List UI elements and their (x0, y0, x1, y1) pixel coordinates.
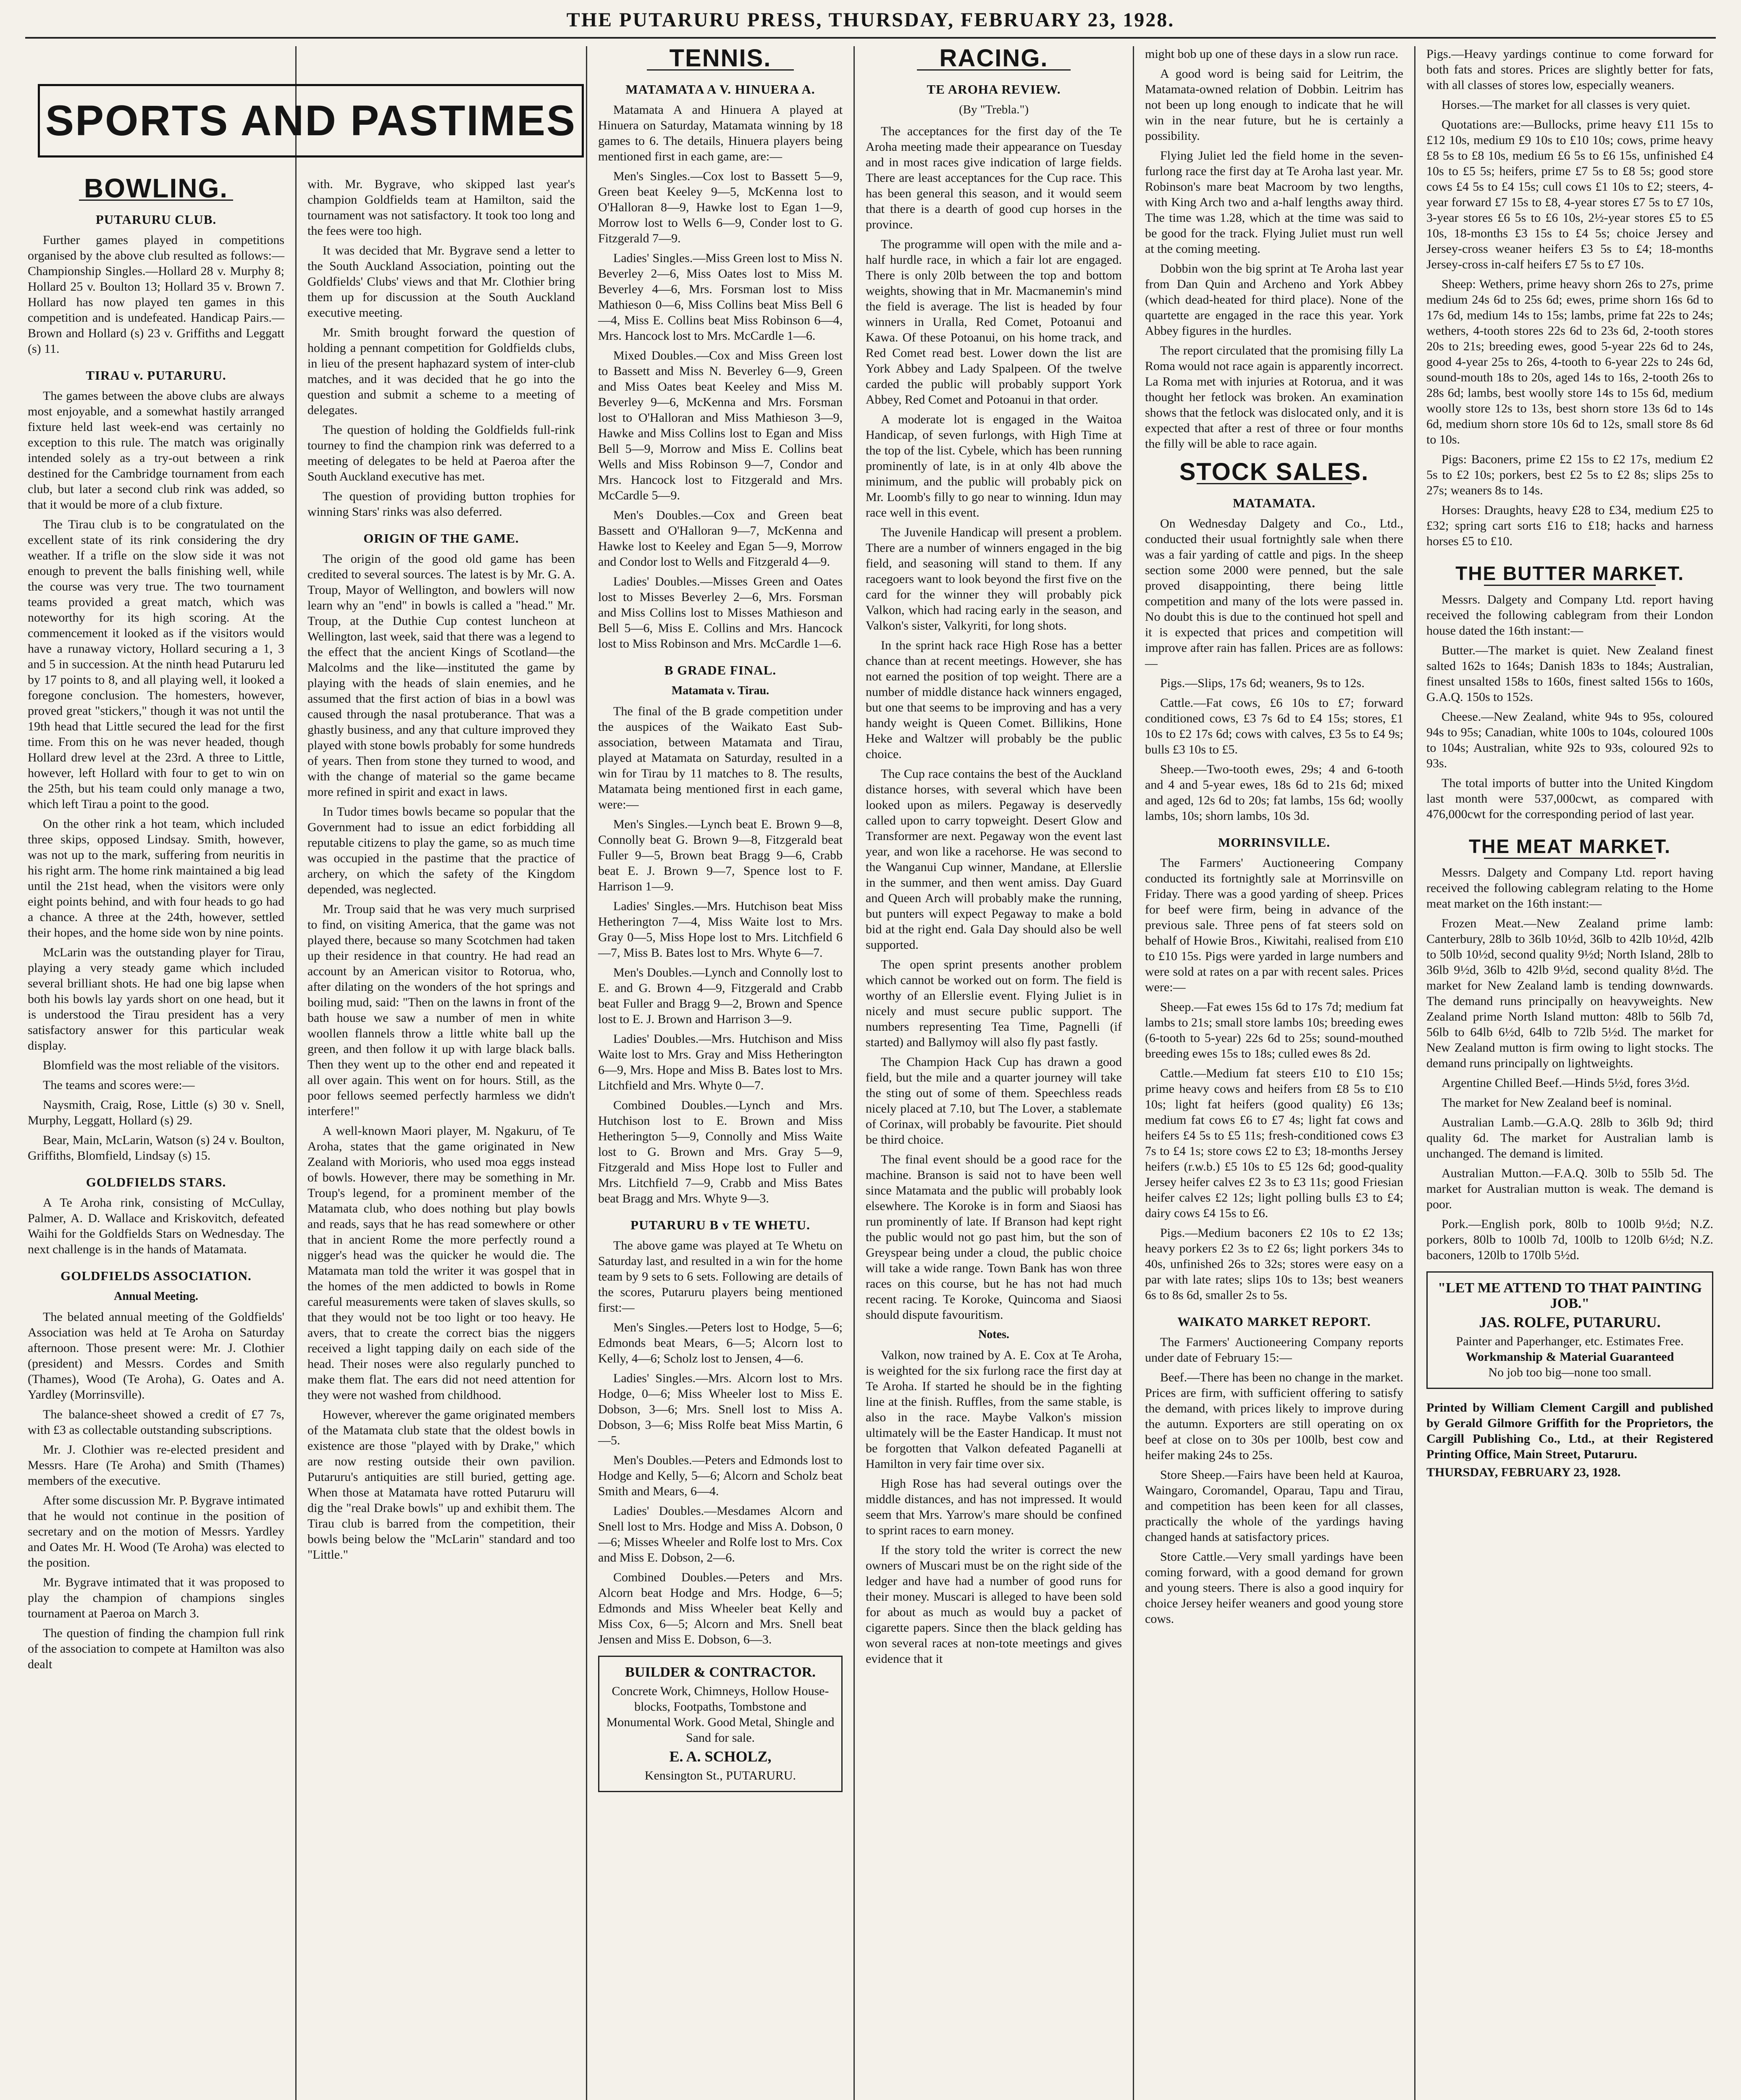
article-paragraph: In Tudor times bowls became so popular that the Government had to issue an edict forbidding all reputable citizens to play the game, so as much time was occupied in the pastime that the practice of archery, on which the safety of the Kingdom depended, was neglected. (307, 805, 575, 896)
advert-name: JAS. ROLFE, PUTARURU. (1479, 1314, 1661, 1331)
article-paragraph: Mr. Troup said that he was very much surprised to find, on visiting America, that the game was not played there, because so many Scotchmen had taken up their residence in that country. He had read an account by an American visitor to Rotorua, who, after dilating on the wonders of the hot springs and boiling mud, said: "Then on the lawns in front of the bath house we saw a number of men in white woollen flannels throw a little white ball up the green, and then follow it up with large black balls. Then they went up to the other end and repeated it all over again. This went on for hours. Still, as the poor fellows seemed perfectly harmless we didn't interfere!" (307, 902, 575, 1118)
article-paragraph: The balance-sheet showed a credit of £7 7s, with £3 as collectable outstanding subscriptions. (28, 1407, 284, 1437)
te-whetu-heading: PUTARURU B v TE WHETU. (630, 1218, 810, 1232)
article-paragraph: Pigs.—Slips, 17s 6d; weaners, 9s to 12s. (1160, 676, 1365, 690)
article-paragraph: Mixed Doubles.—Cox and Miss Green lost to Bassett and Miss N. Beverley 6—9, Green and Miss Oates beat Keeley and Miss M. Beverley 9—6, McKenna and Mrs. Forsman lost to O'Halloran and Miss Mathieson 3—9, Hawke and Miss Collins lost to Egan and Miss Bell 5—9, Morrow and Miss E. Collins beat Wells and Miss Robinson 9—7, Condor and Mrs. Hancock lost to Fitzgerald and Mrs. McCardle 5—9. (598, 349, 843, 502)
article-paragraph: Ladies' Singles.—Miss Green lost to Miss N. Beverley 2—6, Miss Oates lost to Miss M. Beverley 4—6, Mrs. Forsman lost to Miss Mathieson 0—6, Miss Collins beat Miss Bell 6—4, Miss E. Collins beat Miss Robinson 6—4, Mrs. Hancock lost to Mrs. McCardle 1—6. (598, 251, 843, 343)
article-paragraph: The final of the B grade competition under the auspices of the Waikato East Sub-association, between Matamata and Tirau, played at Matamata on Saturday, resulted in a win for Tirau by 11 matches to 8. The results, Matamata being mentioned first in each game, were:— (598, 704, 843, 811)
bowling-heading: BOWLING. (84, 176, 228, 203)
article-paragraph: Messrs. Dalgety and Company Ltd. report having received the following cablegram relating to the Home meat market on the 16th instant:— (1426, 866, 1713, 911)
article-paragraph: A Te Aroha rink, consisting of McCullay, Palmer, A. D. Wallace and Kriskovitch, defeated Waihi for the Goldfields Stars on Wednesday. The next challenge is in the hands of Matamata. (28, 1196, 284, 1256)
painter-advert (1426, 1271, 1713, 1389)
article-paragraph: However, wherever the game originated members of the Matamata club state that the oldest bowls in existence are those "played with by Drake," which are now resting outside their own pavilion. Putaruru's antiquities are still buried, getting age. When those at Matamata have rotted Putaruru will dig the "real Drake bowls" up and exhibit them. The Tirau club is barred from the competition, their bowls being below the "McLarin" standard and too "Little." (307, 1408, 575, 1562)
divider (1484, 858, 1656, 859)
article-paragraph: The Cup race contains the best of the Auckland distance horses, with several which have been looked upon as milers. Pegaway is deservedly called upon to carry topweight. Desert Glow and Transformer are next. Pegaway won the event last year, and won like a racehorse. He was second to the Wanganui Cup winner, Mandane, at Ellerslie in the summer, and then went amiss. Day Guard and Queen Arch will probably make the running, but punters will expect Pegaway to make a bold bid at the right end. Gala Day should also be well supported. (866, 767, 1122, 952)
article-paragraph: The acceptances for the first day of the Te Aroha meeting made their appearance on Tuesday and in most races give indication of large fields. There are least acceptances for the Cup race. This has been general this season, and it would seem that there is a dearth of good cup horses in the province. (866, 124, 1122, 231)
sports-masthead: SPORTS AND PASTIMES (38, 84, 584, 158)
annual-meeting-subheading: Annual Meeting. (114, 1290, 198, 1303)
article-paragraph: Ladies' Doubles.—Mesdames Alcorn and Snell lost to Mrs. Hodge and Miss A. Dobson, 0—6; Misses Wheeler and Rolfe lost to Mrs. Cox and Miss E. Dobson, 2—6. (598, 1504, 843, 1564)
article-paragraph: Mr. Smith brought forward the question of holding a pennant competition for Goldfields clubs, in lieu of the present haphazard system of inter-club matches, and it was decided that he go into the question and submit a scheme to a meeting of delegates. (307, 326, 575, 417)
advert-title: BUILDER & CONTRACTOR. (625, 1664, 816, 1680)
article-paragraph: Blomfield was the most reliable of the visitors. (43, 1058, 280, 1072)
article-paragraph: The question of finding the champion full rink of the association to compete at Hamilton was also dealt (28, 1626, 284, 1671)
article-paragraph: Combined Doubles.—Peters and Mrs. Alcorn beat Hodge and Mrs. Hodge, 6—5; Edmonds and Miss Wheeler beat Kelly and Miss Cox, 6—5; Alcorn and Mrs. Snell beat Jensen and Miss E. Dobson, 6—3. (598, 1570, 843, 1646)
article-paragraph: Dobbin won the big sprint at Te Aroha last year from Dan Quin and Archeno and York Abbey (which dead-heated for third place). None of the quartette are engaged in the race this year. York Abbey figures in the hurdles. (1145, 262, 1403, 338)
tirau-heading: TIRAU v. PUTARURU. (86, 368, 226, 383)
advert-line: Workmanship & Material Guaranteed (1465, 1350, 1674, 1364)
article-paragraph: Australian Mutton.—F.A.Q. 30lb to 55lb 5d. The market for Australian mutton is weak. The demand is poor. (1426, 1166, 1713, 1211)
article-paragraph: Ladies' Singles.—Mrs. Hutchison beat Miss Hetherington 7—4, Miss Waite lost to Mrs. Gray 0—5, Miss Hope lost to Mrs. Litchfield 6—7, Miss B. Bates lost to Mrs. Whyte 6—7. (598, 899, 843, 960)
b-grade-heading: B GRADE FINAL. (664, 663, 777, 677)
waikato-heading: WAIKATO MARKET REPORT. (1177, 1314, 1371, 1329)
racing-heading: RACING. (939, 46, 1048, 72)
column-5 (1134, 46, 1414, 2100)
article-paragraph: On Wednesday Dalgety and Co., Ltd., conducted their usual fortnightly sale when there was a fair yarding of cattle and pigs. In the sheep section some 2000 were penned, but the sale proved disappointing, there being little competition and many of the lots were passed in. No doubt this is due to the continued hot spell and it is expected that prices and competition will improve after rain has fallen. Prices are as follows:— (1145, 517, 1403, 670)
article-paragraph: Mr. Bygrave intimated that it was proposed to play the champion of champions singles tournament at Paeroa on March 3. (28, 1575, 284, 1620)
article-paragraph: The Tirau club is to be congratulated on the excellent state of its rink considering the dry weather. If a trifle on the slow side it was not enough to prevent the balls finishing well, while the course was very true. The two tournament teams provided a great match, which was noteworthy for its high scoring. At the commencement it looked as if the visitors would have a runaway victory, Hollard securing a 1, 3 and 5 in succession. At the ninth head Putaruru led by 17 points to 8, and all playing well, it looked a foregone conclusion. The homesters, however, proved great "stickers," though it was not until the 19th head that Little secured the lead for the first time. From this on he was never headed, though Hollard drew level at the 23rd. A three to Little, however, left Hollard with four to get to win on the 25th, but his team could only manage a two, which left Tirau a point to the good. (28, 517, 284, 811)
article-paragraph: Frozen Meat.—New Zealand prime lamb: Canterbury, 28lb to 36lb 10½d, 36lb to 42lb 10½d, 42lb to 50lb 10½d, second quality 9½d; North Island, 28lb to 36lb 9½d, 36lb to 42lb 9½d, second quality 8½d. The market for New Zealand lamb is tending downwards. The demand runs principally on heavyweights. New Zealand prime North Island mutton: 48lb to 56lb 7d, 56lb to 64lb 6½d, 64lb to 72lb 5½d. The market for New Zealand mutton is firm owing to light stocks. The demand runs principally on lightweights. (1426, 916, 1713, 1070)
match-heading: MATAMATA A V. HINUERA A. (625, 82, 815, 97)
advert-name: E. A. SCHOLZ, (669, 1748, 772, 1765)
column-1 (17, 176, 295, 2100)
article-paragraph: High Rose has had several outings over the middle distances, and has not impressed. It would seem that Mrs. Yarrow's mare should be confined to sprint races to earn money. (866, 1477, 1122, 1537)
article-paragraph: Store Cattle.—Very small yardings have been coming forward, with a good demand for grown and young steers. There is also a good inquiry for choice Jersey heifer weaners and good young store cows. (1145, 1550, 1403, 1626)
article-paragraph: Cattle.—Fat cows, £6 10s to £7; forward conditioned cows, £3 7s 6d to £4 15s; stores, £1 10s to £2 17s 6d; cows with calves, £3 5s to £4 9s; bulls £3 10s to £5. (1145, 696, 1403, 756)
notes-heading: Notes. (978, 1328, 1009, 1341)
article-paragraph: Australian Lamb.—G.A.Q. 28lb to 36lb 9d; third quality 6d. The market for Australian lamb is unchanged. The demand is limited. (1426, 1116, 1713, 1160)
article-paragraph: Sheep: Wethers, prime heavy shorn 26s to 27s, prime medium 24s 6d to 25s 6d; ewes, prime shorn 16s 6d to 17s 6d, medium 14s to 15s; lambs, prime fat 22s to 24s; wethers, 4-tooth stores 22s 6d to 23s 6d, 2-tooth stores 20s to 21s; breeding ewes, good 5-year 22s 6d to 24s, good 4-year 25s to 26s, 4-tooth to 6-year 22s to 24s 6d, sound-mouth 18s to 20s, aged 14s to 16s, 2-tooth 26s to 28s 6d; lambs, best woolly store 14s to 15s 6d, medium woolly store 12s to 13s, best shorn store 13s 6d to 14s 6d, medium shorn store 10s 6d to 12s, small store 8s 6d to 10s. (1426, 277, 1713, 446)
article-paragraph: The market for New Zealand beef is nominal. (1442, 1096, 1672, 1110)
article-paragraph: If the story told the writer is correct the new owners of Muscari must be on the right side of the ledger and have had a number of good runs for their money. Muscari is alleged to have been sold for about as much as would buy a packet of cigarette papers. Since then the black gelding has won several races at non-tote meetings and gives evidence that it (866, 1543, 1122, 1666)
article-paragraph: Combined Doubles.—Lynch and Mrs. Hutchison lost to E. Brown and Miss Hetherington 5—9, Connolly and Miss Waite lost to G. Brown and Mrs. Gray 5—9, Fitzgerald and Miss Hope lost to Fuller and Mrs. Litchfield 7—9, Crabb and Miss Bates beat Bragg and Mrs. Whyte 9—3. (598, 1098, 843, 1205)
meat-market-heading: THE MEAT MARKET. (1469, 835, 1671, 857)
article-paragraph: Valkon, now trained by A. E. Cox at Te Aroha, is weighted for the six furlong race the first day at Te Aroha. If started he should be in the fighting line at the finish. Ruffles, from the same stable, is also in the race. Maybe Valkon's mission ultimately will be the Easter Handicap. It must not be forgotten that Valkon defeated Paganelli at Hamilton in very fair time over six. (866, 1348, 1122, 1471)
article-paragraph: Butter.—The market is quiet. New Zealand finest salted 162s to 164s; Danish 183s to 184s; Australian, finest unsalted 158s to 160s, finest salted 156s to 160s, G.A.Q. 150s to 152s. (1426, 643, 1713, 704)
article-paragraph: The programme will open with the mile and a-half hurdle race, in which a fair lot are engaged. There is only 20lb between the top and bottom weights, showing that in Mr. Macmanemin's mind the field is average. The list is headed by four winners in Uralla, Red Comet, Potoanui and Kawa. Of these Potoanui, on his home track, and Red Comet read best. Lower down the list are York Abbey and Lady Spalpeen. Of the twelve carded the public will probably support York Abbey, Red Comet and Potoanui in that order. (866, 237, 1122, 407)
review-heading: TE AROHA REVIEW. (927, 82, 1061, 97)
column-6 (1415, 46, 1724, 2100)
article-paragraph: On the other rink a hot team, which included three skips, opposed Lindsay. Smith, however, was not up to the mark, suffering from neuritis in his right arm. The home rink maintained a big lead until the 21st head, when the visitors were only eight points behind, and with four heads to go had a chance. A three at the 24th, however, settled their hopes, and the home side won by nine points. (28, 817, 284, 940)
article-paragraph: Horses.—The market for all classes is very quiet. (1442, 98, 1691, 112)
goldfields-association-heading: GOLDFIELDS ASSOCIATION. (60, 1268, 252, 1283)
column-2 (297, 176, 586, 2100)
article-paragraph: Cattle.—Medium fat steers £10 to £10 15s; prime heavy cows and heifers from £8 5s to £10 10s; light fat heifers (good quality) £6 13s; medium fat cows £6 to £7 4s; light fat cows and heifers £4 5s to £5 11s; fresh-conditioned cows £3 7s to £4 1s; store cows £2 to £3; 18-months Jersey heifers (r.w.b.) £5 10s to £5 12s 6d; good-quality Jersey heifer calves £2 3s to £3 11s; good Friesian heifer calves £2 12s; light polling bulls £3 to £4; dairy cows £4 15s to £6. (1145, 1066, 1403, 1220)
article-paragraph: The report circulated that the promising filly La Roma would not race again is apparently incorrect. La Roma met with injuries at Rotorua, and it was thought her fetlock was broken. An examination shows that the fetlock was dislocated only, and it is expected that after a rest of three or four months the filly will be able to race again. (1145, 344, 1403, 451)
article-paragraph: Men's Doubles.—Lynch and Connolly lost to E. and G. Brown 4—9, Fitzgerald and Crabb beat Fuller and Bragg 9—2, Brown and Spence lost to E. J. Brown and Harrison 3—9. (598, 966, 843, 1026)
article-paragraph: with. Mr. Bygrave, who skipped last year's champion Goldfields team at Hamilton, said the tournament was not satisfactory. It took too long and the fees were too high. (307, 177, 575, 238)
article-paragraph: Matamata A and Hinuera A played at Hinuera on Saturday, Matamata winning by 18 games to 6. The details, Hinuera players being mentioned first in each game, are:— (598, 103, 843, 163)
article-paragraph: Pigs.—Heavy yardings continue to come forward for both fats and stores. Prices are slightly better for fats, with all classes of stores low, especially weaners. (1426, 47, 1713, 92)
article-paragraph: The belated annual meeting of the Goldfields' Association was held at Te Aroha on Saturday afternoon. Those present were: Mr. J. Clothier (president) and Messrs. Cordes and Smith (Thames), Wood (Te Aroha), G. Oates and A. Yardley (Morrinsville). (28, 1310, 284, 1402)
running-head: THE PUTARURU PRESS, THURSDAY, FEBRUARY 23, 1928. (25, 3, 1716, 39)
article-paragraph: Cheese.—New Zealand, white 94s to 95s, coloured 94s to 95s; Canadian, white 100s to 104s, coloured 100s to 104s; Australian, white 92s to 93s, coloured 92s to 93s. (1426, 710, 1713, 770)
dateline: THURSDAY, FEBRUARY 23, 1928. (1426, 1465, 1621, 1479)
article-paragraph: Ladies' Singles.—Mrs. Alcorn lost to Mrs. Hodge, 0—6; Miss Wheeler lost to Miss E. Dobson, 3—6; Mrs. Snell lost to Miss A. Dobson, 3—6; Miss Rolfe beat Miss Martin, 6—5. (598, 1371, 843, 1447)
article-paragraph: A good word is being said for Leitrim, the Matamata-owned relation of Dobbin. Leitrim has not been up long enough to indicate that he will win in the near future, but he is certainly a possibility. (1145, 67, 1403, 143)
origin-heading: ORIGIN OF THE GAME. (363, 531, 519, 546)
article-paragraph: The final event should be a good race for the machine. Branson is said not to have been well since Matamata and the public will probably look elsewhere. The Koroke is in form and Siaosi has run prominently of late. If Branson had kept right the public would not go past him, but the son of Greyspear being under a cloud, the public choice will take a wide range. Town Bank has won three races on this course, but he has not had much recent racing. Te Koroke, Quincoma and Siaosi should dispute favouritism. (866, 1152, 1122, 1322)
column-4 (855, 46, 1133, 2100)
divider (1484, 585, 1656, 586)
printer-imprint: Printed by William Clement Cargill and published by Gerald Gilmore Griffith for the Proprietors, the Cargill Publishing Co., Ltd., at their Registered Printing Office, Main Street, Putaruru. (1426, 1401, 1713, 1461)
article-paragraph: After some discussion Mr. P. Bygrave intimated that he would not continue in the position of secretary and on the motion of Messrs. Yardley and Oates Mr. H. Wood (Te Aroha) was elected to the position. (28, 1494, 284, 1570)
article-paragraph: The above game was played at Te Whetu on Saturday last, and resulted in a win for the home team by 9 sets to 6 sets. Following are details of the scores, Putaruru players being mentioned first:— (598, 1239, 843, 1315)
article-paragraph: Sheep.—Two-tooth ewes, 29s; 4 and 6-tooth and 4 and 5-year ewes, 18s 6d to 21s 6d; mixed and aged, 12s 6d to 20s; fat lambs, 15s 6d; woolly lambs, 10s; shorn lambs, 10s 3d. (1145, 762, 1403, 823)
article-paragraph: might bob up one of these days in a slow run race. (1145, 47, 1399, 61)
article-paragraph: Bear, Main, McLarin, Watson (s) 24 v. Boulton, Griffiths, Blomfield, Lindsay (s) 15. (28, 1133, 284, 1163)
advert-address: Kensington St., PUTARURU. (644, 1769, 796, 1782)
article-paragraph: Men's Singles.—Cox lost to Bassett 5—9, Green beat Keeley 9—5, McKenna lost to O'Halloran 8—9, Hawke lost to Egan 1—9, Morrow lost to Wells 6—9, Conder lost to G. Fitzgerald 7—9. (598, 169, 843, 245)
article-paragraph: Pork.—English pork, 80lb to 100lb 9½d; N.Z. porkers, 80lb to 100lb 7d, 100lb to 120lb 6½d; N.Z. baconers, 120lb to 170lb 5½d. (1426, 1217, 1713, 1262)
article-paragraph: Naysmith, Craig, Rose, Little (s) 30 v. Snell, Murphy, Leggatt, Hollard (s) 29. (28, 1098, 284, 1127)
article-paragraph: Pigs: Baconers, prime £2 15s to £2 17s, medium £2 5s to £2 10s; porkers, best £2 5s to £2 8s; slips 25s to 27s; weaners 8s to 14s. (1426, 452, 1713, 497)
article-paragraph: The games between the above clubs are always most enjoyable, and a somewhat hastily arranged fixture held last week-end was certainly no exception to this rule. The match was originally intended solely as a try-out between a rink destined for the Cambridge tournament from each club, but later a second club rink was added, so that it would be more of a club fixture. (28, 389, 284, 512)
article-paragraph: Quotations are:—Bullocks, prime heavy £11 15s to £12 10s, medium £9 10s to £10 10s; cows, prime heavy £8 5s to £8 10s, medium £6 5s to £6 15s, unfinished £4 10s to £5 5s; heifers, prime £7 5s to £8 5s; good store cows £4 5s to £4 15s; cull cows £1 10s to £2; steers, 4-year forward £7 15s to £8, 4-year stores £7 5s to £7 10s, 3-year stores £6 5s to £6 10s, 2½-year stores £5 to £5 10s, 18-months £3 15s to £4 5s; choice Jersey and Jersey-cross weaner heifers £3 5s to £4; 18-months Jersey-cross in-calf heifers £7 5s to £7 10s. (1426, 118, 1713, 271)
advert-title: "LET ME ATTEND TO THAT PAINTING JOB." (1438, 1280, 1702, 1311)
article-paragraph: In the sprint hack race High Rose has a better chance than at recent meetings. However, she has not earned the position of top weight. There are a number of middle distance hack winners engaged, but one that seems to be improving and has a very handy weight is Queen Comet. Billikins, Hone Heke and Waltzer will probably be the public choice. (866, 638, 1122, 761)
article-paragraph: Men's Doubles.—Cox and Green beat Bassett and O'Halloran 9—7, McKenna and Hawke lost to Keeley and Egan 5—9, Morrow and Condor lost to Wells and Fitzgerald 4—9. (598, 508, 843, 569)
article-paragraph: Men's Doubles.—Peters and Edmonds lost to Hodge and Kelly, 5—6; Alcorn and Scholz beat Smith and Mears, 6—4. (598, 1453, 843, 1498)
builder-advert (598, 1656, 843, 1792)
putaruru-club-heading: PUTARURU CLUB. (95, 212, 217, 227)
article-paragraph: Sheep.—Fat ewes 15s 6d to 17s 7d; medium fat lambs to 21s; small store lambs 10s; breeding ewes (6-tooth to 5-year) 22s 6d to 25s; sound-mouthed breeding ewes 15s to 18s; culled ewes 8s 2d. (1145, 1000, 1403, 1060)
article-paragraph: A well-known Maori player, M. Ngakuru, of Te Aroha, states that the game originated in New Zealand with Morioris, who used moa eggs instead of bowls. However, there may be something in Mr. Troup's legend, for a prominent member of the Matamata club, who does nothing but play bowls and reads, says that he has read somewhere or other that in ancient Rome the more perfectly round a nigger's head was the quicker he would die. The Matamata man told the writer it was gospel that in the homes of the men addicted to bowls in Rome careful measurements were taken of slaves skulls, so that they would not be too light or too heavy. He avers, that to create the correct bias the niggers received a light tapping daily on each side of the head. Their noses were also regularly punched to make them flat. The ears did not need attention for they were not washed from childhood. (307, 1124, 575, 1402)
article-paragraph: Men's Singles.—Lynch beat E. Brown 9—8, Connolly beat G. Brown 9—8, Fitzgerald beat Fuller 9—5, Brown beat Bragg 9—6, Crabb beat E. J. Brown 9—7, Spence lost to F. Harrison 1—9. (598, 817, 843, 893)
advert-line: No job too big—none too small. (1488, 1365, 1652, 1379)
stock-sales-heading: STOCK SALES. (1179, 458, 1369, 486)
article-paragraph: McLarin was the outstanding player for Tirau, playing a very steady game which included several brilliant shots. He had one big lapse when both his bowls lay yards short on one head, but it is understood the Tirau president has a very satisfactory answer for this particular weak display. (28, 945, 284, 1053)
article-paragraph: A moderate lot is engaged in the Waitoa Handicap, of seven furlongs, with High Time at the top of the list. Cybele, which has been running prominently of late, is in at only 4lb above the minimum, and the public will probably pick on Mr. Loomb's filly to go near to winning. Idun may race well in this event. (866, 412, 1122, 520)
tennis-heading: TENNIS. (669, 46, 772, 72)
b-grade-subheading: Matamata v. Tirau. (671, 684, 769, 697)
article-paragraph: The total imports of butter into the United Kingdom last month were 537,000cwt, as compared with 476,000cwt for the corresponding period of last year. (1426, 776, 1713, 821)
byline: (By "Trebla.") (959, 103, 1029, 116)
article-paragraph: Beef.—There has been no change in the market. Prices are firm, with sufficient offering to satisfy the demand, with prices likely to improve during the autumn. Exporters are still operating on ox beef at close on to 30s per 100lb, best cow and heifer making 24s to 25s. (1145, 1370, 1403, 1462)
goldfields-stars-heading: GOLDFIELDS STARS. (86, 1175, 226, 1189)
article-paragraph: Flying Juliet led the field home in the seven-furlong race the first day at Te Aroha last year. Mr. Robinson's mare beat Macroom by two lengths, with King Arch two and a-half lengths away third. The time was 1.28, which at the time was said to be good for the track. Flying Juliet must run well at the coming meeting. (1145, 149, 1403, 256)
article-paragraph: The Farmers' Auctioneering Company reports under date of February 15:— (1145, 1335, 1403, 1365)
advert-body: Concrete Work, Chimneys, Hollow House-blocks, Footpaths, Tombstone and Monumental Work. Good Metal, Shingle and Sand for sale. (606, 1684, 835, 1745)
article-paragraph: Messrs. Dalgety and Company Ltd. report having received the following cablegram from their London house dated the 16th instant:— (1426, 593, 1713, 638)
article-paragraph: The Juvenile Handicap will present a problem. There are a number of winners engaged in the big field, and seasoning will stand to them. If any racegoers want to look beyond the first five on the card for the winner they will probably pick Valkon, which had racing early in the season, and Valkon's sister, Valkyriti, for long shots. (866, 525, 1122, 633)
article-paragraph: The origin of the good old game has been credited to several sources. The latest is by Mr. G. A. Troup, Mayor of Wellington, and bowlers will now learn why an "end" in bowls is called a "head." Mr. Troup, at the Duthie Cup contest luncheon at Wellington, last week, said that there was a legend to the effect that the ancient Kings of Scotland—the Malcolms and the like—instituted the game by playing with the heads of slain enemies, and he assumed that the first action of bias in a bowl was caused through the nasal protuberance. That was a ghastly business, and any that culture improved they played with stone bowls probably for some hundreds of years. Then from stone they turned to wood, and with the change of material so the game became more refined in spirit and exact in laws. (307, 552, 575, 799)
article-paragraph: Horses: Draughts, heavy £28 to £34, medium £25 to £32; spring cart sorts £16 to £18; hacks and harness horses £5 to £10. (1426, 503, 1713, 548)
article-paragraph: The question of providing button trophies for winning Stars' rinks was also deferred. (307, 489, 575, 519)
article-paragraph: Ladies' Doubles.—Misses Green and Oates lost to Misses Beverley 2—6, Mrs. Forsman and Miss Collins lost to Misses Mathieson and Bell 5—6, Miss E. Collins and Mrs. Hancock lost to Miss Robinson and Mrs. McCardle 1—6. (598, 575, 843, 651)
article-paragraph: Pigs.—Medium baconers £2 10s to £2 13s; heavy porkers £2 3s to £2 6s; light porkers 34s to 40s, unfinished 26s to 32s; stores were easy on a par with late rates; slips 10s to 13s; best weaners 6s to 8s 6d, smaller 2s to 5s. (1145, 1226, 1403, 1302)
article-paragraph: Further games played in competitions organised by the above club resulted as follows:—Championship Singles.—Hollard 28 v. Murphy 8; Hollard 25 v. Boulton 13; Hollard 35 v. Brown 7. Hollard has now played ten games in this competition and is undefeated. Handicap Pairs.—Brown and Hollard (s) 23 v. Griffiths and Leggatt (s) 11. (28, 233, 284, 356)
butter-market-heading: THE BUTTER MARKET. (1455, 562, 1684, 584)
article-paragraph: Argentine Chilled Beef.—Hinds 5½d, fores 3½d. (1442, 1076, 1690, 1090)
article-paragraph: The Champion Hack Cup has drawn a good field, but the mile and a quarter journey will take the sting out of some of them. Speechless reads nicely placed at 7.10, but The Lover, a stablemate of Corinax, will probably be favourite. Piet should be third choice. (866, 1055, 1122, 1147)
advert-line: Painter and Paperhanger, etc. Estimates Free. (1456, 1334, 1684, 1348)
article-paragraph: The open sprint presents another problem which cannot be worked out on form. The field is worthy of an Ellerslie event. Flying Juliet is in nicely and must secure public support. The numbers representing Tea Time, Pagnelli (if started) and Ballymoy will also fly past fastly. (866, 958, 1122, 1049)
matamata-heading: MATAMATA. (1233, 496, 1316, 510)
article-paragraph: The teams and scores were:— (43, 1078, 195, 1092)
article-paragraph: Men's Singles.—Peters lost to Hodge, 5—6; Edmonds beat Mears, 6—5; Alcorn lost to Kelly, 4—6; Scholz lost to Jensen, 4—6. (598, 1320, 843, 1365)
article-paragraph: It was decided that Mr. Bygrave send a letter to the South Auckland Association, pointing out the Goldfields' Clubs' views and that Mr. Clothier bring them up for discussion at the South Auckland executive meeting. (307, 244, 575, 320)
article-paragraph: Store Sheep.—Fairs have been held at Kauroa, Waingaro, Coromandel, Oparau, Tapu and Tirau, and competition has been keen for all classes, practically the whole of the yardings having changed hands at satisfactory prices. (1145, 1468, 1403, 1544)
article-paragraph: The Farmers' Auctioneering Company conducted its fortnightly sale at Morrinsville on Friday. There was a good yarding of sheep. Prices for beef were firm, being in advance of the previous sale. Three pens of fat steers sold on behalf of Howie Bros., Kiwitahi, realised from £10 to £10 15s. Pigs were yarded in large numbers and were sold at rates on a par with recent sales. Prices were:— (1145, 856, 1403, 994)
article-paragraph: The question of holding the Goldfields full-rink tourney to find the champion rink was deferred to a meeting of delegates to be held at Paeroa after the South Auckland executive has met. (307, 423, 575, 483)
column-3 (587, 46, 853, 2100)
article-paragraph: Ladies' Doubles.—Mrs. Hutchison and Miss Waite lost to Mrs. Gray and Miss Hetherington 6—9, Mrs. Hope and Miss B. Bates lost to Mrs. Litchfield and Mrs. Whyte 0—7. (598, 1032, 843, 1092)
article-paragraph: Mr. J. Clothier was re-elected president and Messrs. Hare (Te Aroha) and Smith (Thames) members of the executive. (28, 1443, 284, 1488)
morrinsville-heading: MORRINSVILLE. (1218, 835, 1331, 850)
